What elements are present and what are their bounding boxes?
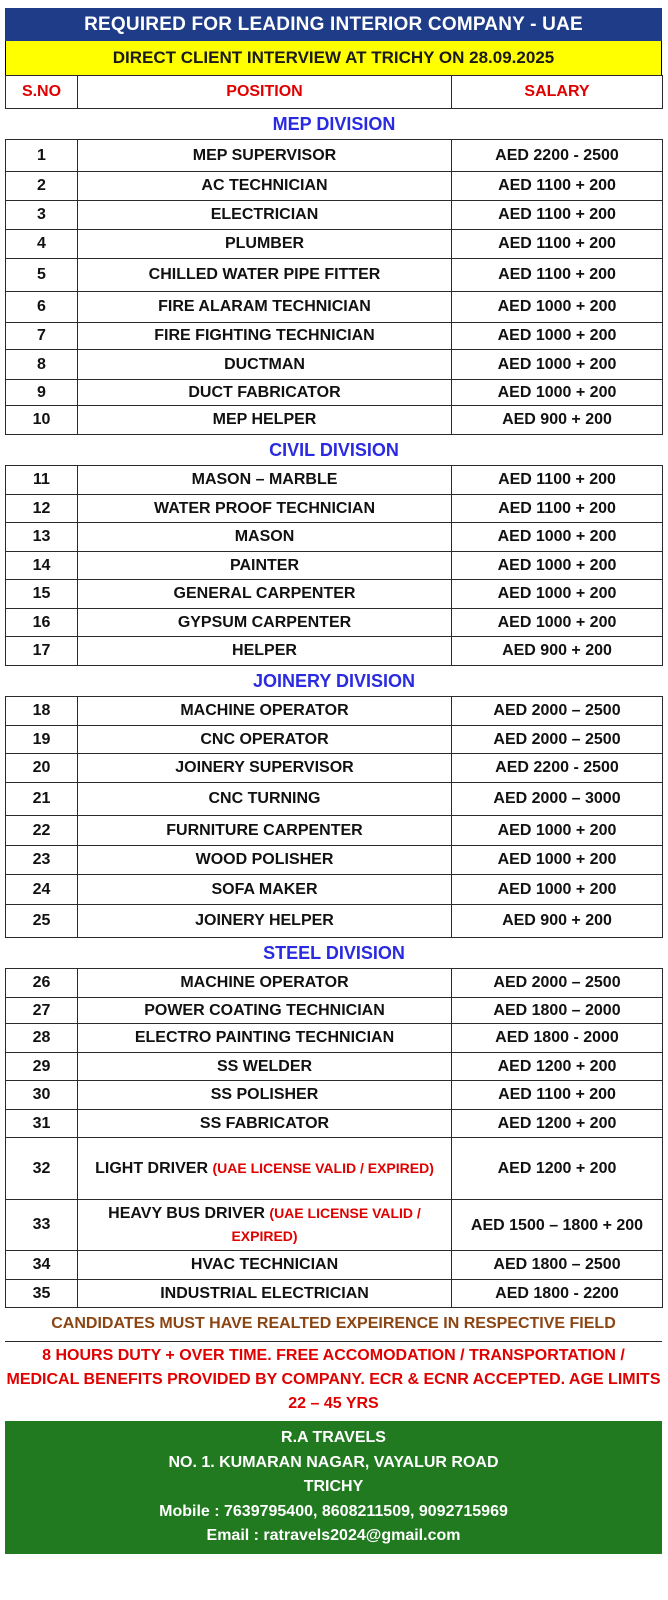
- serial-number: 34: [6, 1251, 78, 1280]
- division-heading: JOINERY DIVISION: [6, 666, 663, 697]
- serial-number: 30: [6, 1081, 78, 1110]
- position-title: LIGHT DRIVER: [95, 1160, 208, 1177]
- table-row: [6, 726, 663, 754]
- salary-cell: AED 1000 + 200: [452, 609, 663, 637]
- job-table-body: [6, 109, 663, 1308]
- salary-cell: AED 1000 + 200: [452, 523, 663, 552]
- serial-number: 21: [6, 783, 78, 816]
- table-row: [6, 1081, 663, 1110]
- serial-number: 10: [6, 406, 78, 435]
- page-title: REQUIRED FOR LEADING INTERIOR COMPANY - UAE: [5, 8, 662, 41]
- serial-number: 8: [6, 350, 78, 380]
- table-row: [6, 259, 663, 292]
- table-row: [6, 697, 663, 726]
- table-row: [6, 875, 663, 905]
- position-cell: [78, 1200, 452, 1251]
- division-row: [6, 435, 663, 466]
- table-row: [6, 406, 663, 435]
- table-row: [6, 1110, 663, 1138]
- license-note: (UAE LICENSE VALID / EXPIRED): [231, 1205, 421, 1244]
- serial-number: 16: [6, 609, 78, 637]
- position-cell: WATER PROOF TECHNICIAN: [78, 495, 452, 523]
- position-cell: MASON – MARBLE: [78, 466, 452, 495]
- serial-number: 32: [6, 1138, 78, 1200]
- salary-cell: AED 1000 + 200: [452, 846, 663, 875]
- table-row: [6, 998, 663, 1024]
- table-row: [6, 292, 663, 323]
- salary-cell: AED 1000 + 200: [452, 875, 663, 905]
- serial-number: 14: [6, 552, 78, 580]
- salary-cell: AED 900 + 200: [452, 406, 663, 435]
- serial-number: 9: [6, 380, 78, 406]
- salary-cell: AED 1100 + 200: [452, 495, 663, 523]
- salary-cell: AED 1800 – 2500: [452, 1251, 663, 1280]
- serial-number: 1: [6, 140, 78, 172]
- position-cell: SS FABRICATOR: [78, 1110, 452, 1138]
- agency-name: R.A TRAVELS: [281, 1429, 386, 1446]
- salary-cell: AED 1000 + 200: [452, 580, 663, 609]
- table-row: [6, 816, 663, 846]
- position-cell: FURNITURE CARPENTER: [78, 816, 452, 846]
- salary-cell: AED 1100 + 200: [452, 172, 663, 201]
- serial-number: 7: [6, 323, 78, 350]
- salary-cell: AED 2000 – 2500: [452, 726, 663, 754]
- table-row: [6, 846, 663, 875]
- salary-cell: AED 1100 + 200: [452, 201, 663, 230]
- serial-number: 3: [6, 201, 78, 230]
- table-row: [6, 495, 663, 523]
- license-note: (UAE LICENSE VALID / EXPIRED): [212, 1160, 434, 1176]
- table-row: [6, 1024, 663, 1053]
- position-cell: SS WELDER: [78, 1053, 452, 1081]
- table-row: [6, 905, 663, 938]
- table-row: [6, 1280, 663, 1308]
- agency-city: TRICHY: [303, 1478, 364, 1495]
- salary-cell: AED 1200 + 200: [452, 1110, 663, 1138]
- division-row: [6, 938, 663, 969]
- serial-number: 25: [6, 905, 78, 938]
- serial-number: 29: [6, 1053, 78, 1081]
- agency-email: Email : ratravels2024@gmail.com: [206, 1527, 461, 1544]
- salary-cell: AED 2200 - 2500: [452, 754, 663, 783]
- position-cell: MACHINE OPERATOR: [78, 969, 452, 998]
- division-row: [6, 109, 663, 140]
- serial-number: 35: [6, 1280, 78, 1308]
- table-row: [6, 969, 663, 998]
- table-row: [6, 230, 663, 259]
- position-cell: JOINERY HELPER: [78, 905, 452, 938]
- column-header-position: POSITION: [78, 76, 452, 109]
- interview-banner: DIRECT CLIENT INTERVIEW AT TRICHY ON 28.09.2025: [5, 41, 662, 75]
- position-cell: MACHINE OPERATOR: [78, 697, 452, 726]
- table-row: [6, 523, 663, 552]
- table-row: [6, 637, 663, 666]
- serial-number: 19: [6, 726, 78, 754]
- salary-cell: AED 2200 - 2500: [452, 140, 663, 172]
- table-row: [6, 350, 663, 380]
- position-cell: [78, 1138, 452, 1200]
- serial-number: 12: [6, 495, 78, 523]
- salary-cell: AED 1800 – 2000: [452, 998, 663, 1024]
- agency-mobile: Mobile : 7639795400, 8608211509, 9092715969: [159, 1502, 508, 1520]
- division-row: [6, 666, 663, 697]
- serial-number: 15: [6, 580, 78, 609]
- table-row: [6, 466, 663, 495]
- salary-cell: AED 2000 – 2500: [452, 969, 663, 998]
- position-cell: ELECTRO PAINTING TECHNICIAN: [78, 1024, 452, 1053]
- serial-number: 20: [6, 754, 78, 783]
- serial-number: 2: [6, 172, 78, 201]
- salary-cell: AED 1000 + 200: [452, 380, 663, 406]
- salary-cell: AED 1100 + 200: [452, 230, 663, 259]
- position-title: HEAVY BUS DRIVER: [108, 1205, 265, 1222]
- salary-cell: AED 1000 + 200: [452, 552, 663, 580]
- position-cell: GENERAL CARPENTER: [78, 580, 452, 609]
- table-row: [6, 1251, 663, 1280]
- position-cell: INDUSTRIAL ELECTRICIAN: [78, 1280, 452, 1308]
- position-cell: JOINERY SUPERVISOR: [78, 754, 452, 783]
- serial-number: 22: [6, 816, 78, 846]
- salary-cell: AED 2000 – 3000: [452, 783, 663, 816]
- poster-frame: [5, 8, 662, 1554]
- salary-cell: AED 1100 + 200: [452, 1081, 663, 1110]
- serial-number: 33: [6, 1200, 78, 1251]
- position-cell: AC TECHNICIAN: [78, 172, 452, 201]
- column-header-salary: SALARY: [452, 76, 663, 109]
- salary-cell: AED 1000 + 200: [452, 323, 663, 350]
- table-row: [6, 783, 663, 816]
- table-row: [6, 754, 663, 783]
- salary-cell: AED 1800 - 2200: [452, 1280, 663, 1308]
- position-cell: WOOD POLISHER: [78, 846, 452, 875]
- position-cell: POWER COATING TECHNICIAN: [78, 998, 452, 1024]
- salary-cell: AED 1500 – 1800 + 200: [452, 1200, 663, 1251]
- position-cell: FIRE FIGHTING TECHNICIAN: [78, 323, 452, 350]
- serial-number: 11: [6, 466, 78, 495]
- table-row: [6, 323, 663, 350]
- salary-cell: AED 1000 + 200: [452, 816, 663, 846]
- salary-cell: AED 900 + 200: [452, 905, 663, 938]
- serial-number: 4: [6, 230, 78, 259]
- table-header-row: [6, 76, 663, 109]
- table-row: [6, 1053, 663, 1081]
- salary-cell: AED 1200 + 200: [452, 1138, 663, 1200]
- division-heading: STEEL DIVISION: [6, 938, 663, 969]
- job-table: [5, 75, 663, 1308]
- serial-number: 27: [6, 998, 78, 1024]
- serial-number: 13: [6, 523, 78, 552]
- position-cell: MEP SUPERVISOR: [78, 140, 452, 172]
- serial-number: 23: [6, 846, 78, 875]
- table-row: [6, 201, 663, 230]
- position-cell: FIRE ALARAM TECHNICIAN: [78, 292, 452, 323]
- table-row: [6, 172, 663, 201]
- position-cell: CHILLED WATER PIPE FITTER: [78, 259, 452, 292]
- position-cell: PAINTER: [78, 552, 452, 580]
- benefits-notice: 8 HOURS DUTY + OVER TIME. FREE ACCOMODATION / TRANSPORTATION / MEDICAL BENEFITS PROVIDED BY COMPANY. ECR & ECNR ACCEPTED. AGE LIMITS 22 – 45 YRS: [6, 1347, 661, 1412]
- position-cell: SS POLISHER: [78, 1081, 452, 1110]
- agency-footer: [5, 1421, 662, 1554]
- table-row: [6, 380, 663, 406]
- serial-number: 17: [6, 637, 78, 666]
- agency-address: NO. 1. KUMARAN NAGAR, VAYALUR ROAD: [168, 1453, 499, 1471]
- position-cell: DUCT FABRICATOR: [78, 380, 452, 406]
- position-cell: GYPSUM CARPENTER: [78, 609, 452, 637]
- division-heading: MEP DIVISION: [6, 109, 663, 140]
- position-cell: PLUMBER: [78, 230, 452, 259]
- position-cell: MEP HELPER: [78, 406, 452, 435]
- position-cell: HVAC TECHNICIAN: [78, 1251, 452, 1280]
- salary-cell: AED 1800 - 2000: [452, 1024, 663, 1053]
- salary-cell: AED 1100 + 200: [452, 259, 663, 292]
- serial-number: 6: [6, 292, 78, 323]
- salary-cell: AED 900 + 200: [452, 637, 663, 666]
- table-row: [6, 609, 663, 637]
- serial-number: 26: [6, 969, 78, 998]
- position-cell: HELPER: [78, 637, 452, 666]
- salary-cell: AED 1100 + 200: [452, 466, 663, 495]
- table-row: [6, 140, 663, 172]
- position-cell: CNC TURNING: [78, 783, 452, 816]
- serial-number: 28: [6, 1024, 78, 1053]
- table-row: [6, 1138, 663, 1200]
- salary-cell: AED 1200 + 200: [452, 1053, 663, 1081]
- position-cell: MASON: [78, 523, 452, 552]
- serial-number: 18: [6, 697, 78, 726]
- salary-cell: AED 2000 – 2500: [452, 697, 663, 726]
- position-cell: ELECTRICIAN: [78, 201, 452, 230]
- table-row: [6, 580, 663, 609]
- position-cell: SOFA MAKER: [78, 875, 452, 905]
- table-row: [6, 1200, 663, 1251]
- salary-cell: AED 1000 + 200: [452, 350, 663, 380]
- column-header-sno: S.NO: [6, 76, 78, 109]
- position-cell: CNC OPERATOR: [78, 726, 452, 754]
- table-row: [6, 552, 663, 580]
- position-cell: DUCTMAN: [78, 350, 452, 380]
- serial-number: 5: [6, 259, 78, 292]
- salary-cell: AED 1000 + 200: [452, 292, 663, 323]
- experience-notice: CANDIDATES MUST HAVE REALTED EXPEIRENCE IN RESPECTIVE FIELD: [5, 1308, 662, 1342]
- serial-number: 24: [6, 875, 78, 905]
- serial-number: 31: [6, 1110, 78, 1138]
- division-heading: CIVIL DIVISION: [6, 435, 663, 466]
